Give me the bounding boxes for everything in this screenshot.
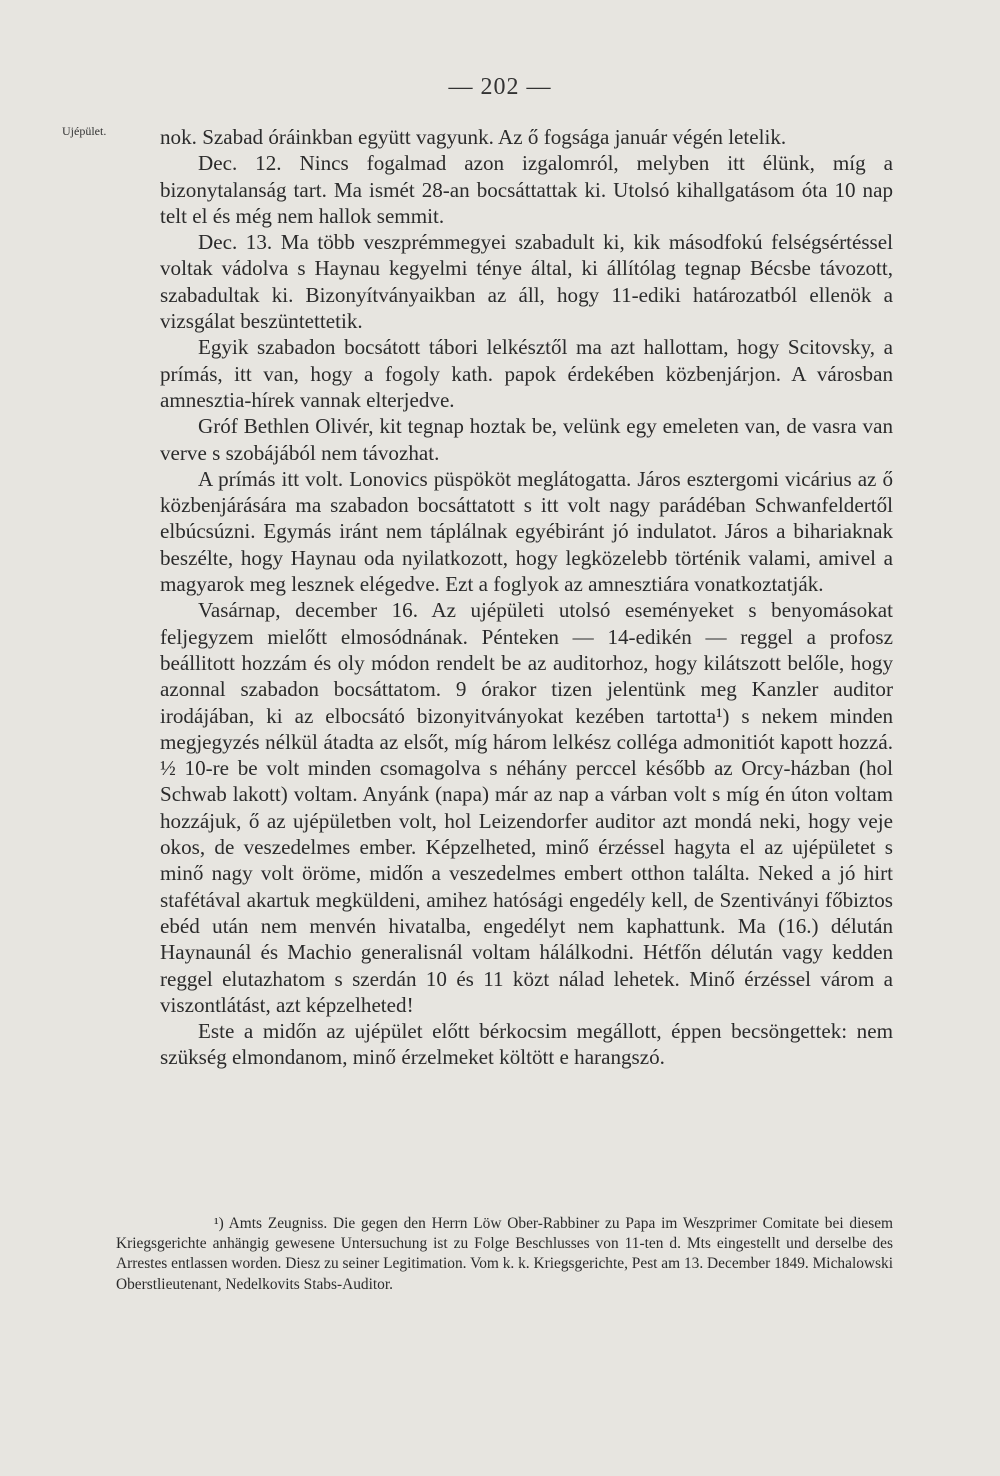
paragraph-6: A prímás itt volt. Lonovics püspököt meglátogatta. Járos esztergomi vicárius az ő közbenjárására ma szabadon bocsáttatott s itt volt nagy parádéban Schwanfeldertől elbúcsúzni. Egymás iránt nem táplálnak egyébiránt jó indulatot. Járos a bihariaknak beszélte, hogy Haynau oda nyilatkozott, hogy legközelebb történik valami, amivel a magyarok meg lesznek elégedve. Ezt a foglyok az amnesztiára vonatkoztatják. bbox=[160, 466, 893, 597]
paragraph-2: Dec. 12. Nincs fogalmad azon izgalomról, melyben itt élünk, míg a bizonytalanság tart. Ma ismét 28-an bocsáttattak ki. Utolsó kihallgatásom óta 10 nap telt el és még nem hallok semmit. bbox=[160, 151, 893, 228]
body-text bbox=[160, 124, 893, 1071]
paragraph-7: Vasárnap, december 16. Az ujépületi utolsó eseményeket s benyomásokat feljegyzem mielőtt elmosódnának. Pénteken — 14-edikén — reggel a profosz beállitott hozzám és oly módon rendelt be az auditorhoz, hogy kilátszott belőle, hogy azonnal szabadon bocsáttatom. 9 órakor tizen jelentünk meg Kanzler auditor irodájában, ki az elbocsátó bizonyitványokat kezében tartotta¹) s nekem minden megjegyzés nélkül átadta az elsőt, míg három lelkész collégа admonitiót kapott hozzá. ½ 10-re be volt minden csomagolva s néhány perccel később az Orcy-házban (hol Schwab lakott) voltam. Anyánk (napa) már az nap a várban volt s míg én úton voltam hozzájuk, ő az ujépületben volt, hol Leizendorfer auditor azt mondá neki, hogy veje okos, de veszedelmes ember. Képzelheted, minő érzéssel hagyta el az ujépületet s minő nagy volt öröme, midőn a veszedelmes embert otthon találta. Neked a jó hirt stafétával akartuk megküldeni, amihez hatósági engedély kell, de Szentiványi főbiztos ebéd után nem menvén hivatalba, engedélyt nem kaphattunk. Ma (16.) délután Haynaunál és Machio generalisnál voltam hálálkodni. Hétfőn délután vagy kedden reggel elutazhatom s szerdán 10 és 11 közt nálad lehetek. Minő érzéssel várom a viszontlátást, azt képzelheted! bbox=[160, 598, 893, 1017]
paragraph-4: Egyik szabadon bocsátott tábori lelkésztől ma azt hallottam, hogy Scitovsky, a prímás, itt van, hogy a fogoly kath. papok érdekében közbenjárjon. A városban amnesztia-hírek vannak elterjedve. bbox=[160, 335, 893, 412]
paragraph-3: Dec. 13. Ma több veszprémmegyei szabadult ki, kik másodfokú felségsértéssel voltak vádolva s Haynau kegyelmi ténye által, ki állítólag tegnap Bécsbe távozott, szabadultak ki. Bizonyítványaikban az áll, hogy 11-ediki határozatból ellenök a vizsgálat beszüntettetik. bbox=[160, 230, 893, 334]
paragraph-5: Gróf Bethlen Olivér, kit tegnap hoztak be, velünk egy emeleten van, de vasra van verve s szobájából nem távozhat. bbox=[160, 414, 893, 465]
footnote-1: ¹) Amts Zeugniss. Die gegen den Herrn Löw Ober-Rabbiner zu Papa im Weszprimer Comitate bei diesem Kriegsgerichte anhängig gewesene Untersuchung ist zu Folge Beschlusses von 11-ten d. Mts eingestellt und derselbe des Arrestes entlassen worden. Diesz zu seiner Legitimation. Vom k. k. Kriegsgerichte, Pest am 13. December 1849. Michalowski Oberstlieutenant, Nedelkovits Stabs-Auditor. bbox=[116, 1215, 893, 1293]
paragraph-8: Este a midőn az ujépület előtt bérkocsim megállott, éppen becsöngettek: nem szükség elmondanom, minő érzelmeket költött e harangszó. bbox=[160, 1019, 893, 1070]
footnotes bbox=[116, 1214, 893, 1295]
margin-note: Ujépület. bbox=[62, 124, 107, 138]
page-number: — 202 — bbox=[448, 74, 552, 100]
paragraph-1: nok. Szabad óráinkban együtt vagyunk. Az ő fogsága január végén letelik. bbox=[160, 125, 787, 149]
